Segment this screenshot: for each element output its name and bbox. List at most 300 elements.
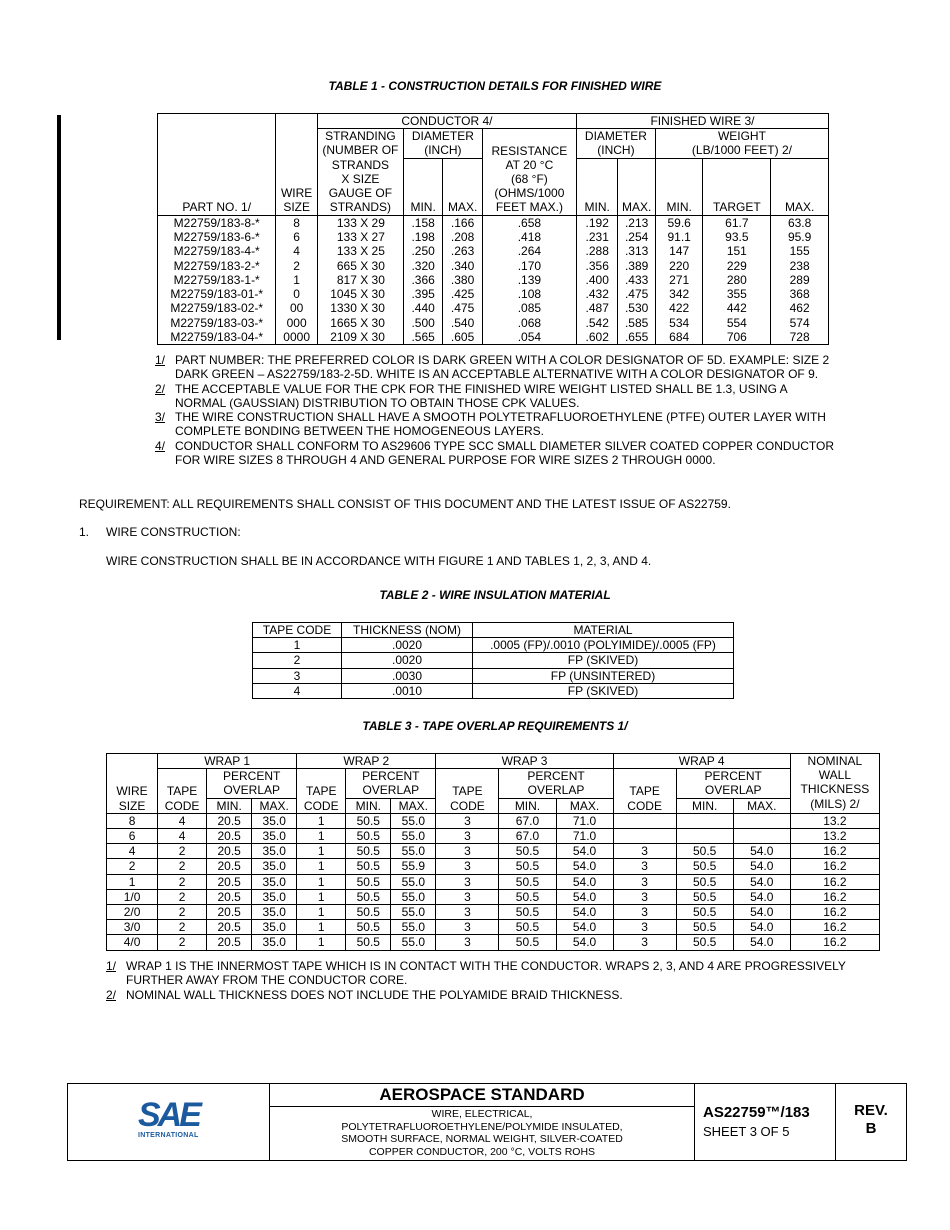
table-cell: 50.5 [676,920,733,935]
table-cell: 20.5 [207,905,252,920]
table-cell: 54.0 [556,874,613,889]
t1-dia-max-head: MAX. [443,158,482,215]
table-cell: 3 [613,920,676,935]
table-cell: 3 [613,935,676,950]
table-cell: 133 X 29 [317,215,403,230]
table-cell: 728 [771,330,829,345]
t3-nominal-head: NOMINAL WALL THICKNESS (MILS) 2/ [790,754,879,814]
table-row [253,653,734,668]
t3-wrap1-head: WRAP 1 [158,754,297,769]
table2 [252,622,734,699]
table-row [107,859,880,874]
table-cell: .500 [403,316,442,330]
table-cell: 54.0 [556,859,613,874]
description-cell [270,1084,695,1160]
table-cell: 442 [703,301,771,315]
table-cell: 50.5 [346,905,391,920]
table-cell: 2 [158,844,207,859]
table-cell: .231 [576,230,617,244]
standard-heading: AEROSPACE STANDARD [270,1084,694,1107]
table-cell: .254 [618,230,655,244]
table-cell: 16.2 [790,905,879,920]
t1-weight-min-head: MIN. [655,158,703,215]
table-cell: 50.5 [346,859,391,874]
table-row [107,813,880,828]
table-cell: 342 [655,287,703,301]
t1-weight-target-head: TARGET [703,158,771,215]
table-cell: M22759/183-4-* [158,244,276,258]
table-cell: 4 [253,683,342,698]
table-cell: M22759/183-2-* [158,259,276,273]
table-cell: 1 [297,859,346,874]
table-cell: 50.5 [346,874,391,889]
revision-cell [836,1084,906,1160]
t1-fw-dia-min-head: MIN. [576,158,617,215]
t1-conductor-head: CONDUCTOR 4/ [317,114,576,129]
t2-thickness-head: THICKNESS (NOM) [342,623,473,638]
table-cell: 147 [655,244,703,258]
table-cell: 706 [703,330,771,345]
table-cell: 54.0 [556,905,613,920]
table-cell: 61.7 [703,215,771,230]
table-cell: M22759/183-04-* [158,330,276,345]
table-cell: 54.0 [556,889,613,904]
table-cell: 00 [276,301,317,315]
table1-notes [155,353,835,467]
table-cell: .380 [443,273,482,287]
table-cell: 4 [158,813,207,828]
table-cell: .158 [403,215,442,230]
sae-logo-icon: SAE [138,1096,199,1134]
table-row [253,683,734,698]
table-cell: .192 [576,215,617,230]
table-cell: 20.5 [207,813,252,828]
t3-tape-code-head: TAPE CODE [436,769,499,814]
table-cell: 229 [703,259,771,273]
t1-dia-min-head: MIN. [403,158,442,215]
table-cell: 54.0 [556,920,613,935]
table-cell: 6 [107,829,158,844]
table-cell: 50.5 [499,905,556,920]
table-cell: 35.0 [252,874,297,889]
table-cell: 55.0 [391,844,436,859]
table-cell: 4 [107,844,158,859]
table2-title: TABLE 2 - WIRE INSULATION MATERIAL [379,588,611,602]
table-cell: .0020 [342,638,473,653]
table-row [158,244,829,258]
table-cell: 55.0 [391,889,436,904]
table-cell: 534 [655,316,703,330]
table-cell: 91.1 [655,230,703,244]
table3 [106,753,880,951]
t3-overlap-head: PERCENT OVERLAP [499,769,613,798]
table-cell: 271 [655,273,703,287]
t3-max-head: MAX. [391,798,436,813]
table-cell: 2 [158,920,207,935]
table-cell: .366 [403,273,442,287]
t1-fw-diameter-head: DIAMETER (INCH) [576,129,655,158]
table-cell: .198 [403,230,442,244]
table-cell: 1 [253,638,342,653]
table-cell: 16.2 [790,844,879,859]
table-cell: 3 [613,859,676,874]
table1-note: 3/ THE WIRE CONSTRUCTION SHALL HAVE A SMOOTH POLYTETRAFLUOROETHYLENE (PTFE) OUTER LAYER WITH COMPLETE BONDING BETWEEN THE HOMOGENEOUS LAYERS. [155,410,826,439]
table-cell: 1330 X 30 [317,301,403,315]
table-cell: 1045 X 30 [317,287,403,301]
table-cell: 238 [771,259,829,273]
table-row [107,829,880,844]
table-cell: .340 [443,259,482,273]
table-cell: 20.5 [207,935,252,950]
table-cell: 35.0 [252,829,297,844]
table-cell: .264 [482,244,576,258]
table-cell: 55.0 [391,813,436,828]
table-cell [613,813,676,828]
revision-label: REV. [854,1102,888,1119]
table-cell: .263 [443,244,482,258]
t3-tape-code-head: TAPE CODE [613,769,676,814]
table-cell: 20.5 [207,920,252,935]
table-cell: 2 [158,935,207,950]
table-cell: .540 [443,316,482,330]
logo-cell [68,1084,270,1160]
table-cell: 0000 [276,330,317,345]
section-text: WIRE CONSTRUCTION SHALL BE IN ACCORDANCE WITH FIGURE 1 AND TABLES 1, 2, 3, AND 4. [106,554,652,568]
table-cell: .475 [618,287,655,301]
table-cell: 50.5 [499,935,556,950]
table-cell: 684 [655,330,703,345]
table-cell: 55.0 [391,935,436,950]
t3-tape-code-head: TAPE CODE [158,769,207,814]
table-cell: 3 [613,874,676,889]
table-cell: 1 [297,874,346,889]
table-cell: 50.5 [499,889,556,904]
sheet-number: SHEET 3 OF 5 [703,1124,790,1139]
table-cell: 50.5 [346,813,391,828]
table-cell: 368 [771,287,829,301]
doc-number-cell [695,1084,836,1160]
t3-min-head: MIN. [207,798,252,813]
t3-overlap-head: PERCENT OVERLAP [676,769,790,798]
table-cell: 133 X 27 [317,230,403,244]
table-cell: 4/0 [107,935,158,950]
revision-value: B [865,1120,877,1137]
table-cell: 71.0 [556,829,613,844]
table-cell: 151 [703,244,771,258]
table-cell: 54.0 [733,935,790,950]
table-cell: 50.5 [346,889,391,904]
table-cell: .440 [403,301,442,315]
table-cell: 2 [158,905,207,920]
table-cell: 3/0 [107,920,158,935]
table-cell: .139 [482,273,576,287]
table-cell: .085 [482,301,576,315]
table-cell: .288 [576,244,617,258]
table1-note: 1/ PART NUMBER: THE PREFERRED COLOR IS DARK GREEN WITH A COLOR DESIGNATOR OF 5D. EXAMPLE: SIZE 2 DARK GREEN – AS22759/183-2-5D. WHITE IS AN ACCEPTABLE ALTERNATIVE WITH A COLOR DESIGNATOR OF 9. [155,353,830,382]
table-cell: 280 [703,273,771,287]
table-cell: 3 [436,844,499,859]
table-cell: 55.0 [391,874,436,889]
table-cell [733,829,790,844]
table-cell: 35.0 [252,844,297,859]
table-cell: 1 [297,813,346,828]
t1-resistance-head: RESISTANCE AT 20 °C (68 °F) (OHMS/1000 FEET MAX.) [482,129,576,215]
table-cell: 13.2 [790,829,879,844]
table-cell: 3 [253,668,342,683]
table-cell: 3 [613,905,676,920]
table-cell: .433 [618,273,655,287]
table-cell: FP (SKIVED) [473,683,734,698]
table-cell: 35.0 [252,920,297,935]
table-cell: 133 X 25 [317,244,403,258]
table-cell: .425 [443,287,482,301]
table-cell: 155 [771,244,829,258]
table-cell: 16.2 [790,889,879,904]
table-cell: 35.0 [252,889,297,904]
table-cell: 93.5 [703,230,771,244]
t1-stranding-head: STRANDING (NUMBER OF STRANDS X SIZE GAUGE OF STRANDS) [317,129,403,215]
t1-finished-wire-head: FINISHED WIRE 3/ [576,114,828,129]
table-cell: 16.2 [790,874,879,889]
table-row [158,301,829,315]
table-cell: 1 [276,273,317,287]
table-cell: 1 [297,889,346,904]
table-cell: 35.0 [252,905,297,920]
table-cell: M22759/183-1-* [158,273,276,287]
table-cell: 3 [436,935,499,950]
table-row [107,920,880,935]
table-cell: 2/0 [107,905,158,920]
t3-wrap4-head: WRAP 4 [613,754,790,769]
table-cell: 50.5 [346,935,391,950]
table-cell: 50.5 [676,844,733,859]
table-cell: 54.0 [733,920,790,935]
table-row [107,905,880,920]
table-cell: M22759/183-01-* [158,287,276,301]
table-cell: 665 X 30 [317,259,403,273]
table3-note: 1/ WRAP 1 IS THE INNERMOST TAPE WHICH IS IN CONTACT WITH THE CONDUCTOR. WRAPS 2, 3, AND 4 ARE PROGRESSIVELY FURTHER AWAY FROM THE CONDUCTOR CORE. [106,959,846,988]
table-cell: .605 [443,330,482,345]
table-cell: M22759/183-8-* [158,215,276,230]
t3-max-head: MAX. [556,798,613,813]
t1-part-no-head: PART NO. 1/ [158,114,276,216]
table-cell: 50.5 [346,829,391,844]
table-cell: 16.2 [790,935,879,950]
table-cell: 35.0 [252,813,297,828]
t1-fw-dia-max-head: MAX. [618,158,655,215]
table-cell: 6 [276,230,317,244]
table-cell: 54.0 [556,935,613,950]
table-row [158,215,829,230]
table-cell: 54.0 [733,844,790,859]
table-cell: 50.5 [346,920,391,935]
t3-max-head: MAX. [733,798,790,813]
table-cell: 3 [613,844,676,859]
table-cell: 20.5 [207,874,252,889]
table-cell: .395 [403,287,442,301]
t2-tape-code-head: TAPE CODE [253,623,342,638]
table-cell: 2 [276,259,317,273]
table-cell: .418 [482,230,576,244]
table-row [158,330,829,345]
table-cell: 50.5 [499,859,556,874]
table-cell: .487 [576,301,617,315]
table-cell: 2 [158,859,207,874]
table-cell: .0030 [342,668,473,683]
table-row [253,638,734,653]
table-cell: M22759/183-03-* [158,316,276,330]
table-cell: 95.9 [771,230,829,244]
table-cell: .170 [482,259,576,273]
table-cell: 574 [771,316,829,330]
table1-note: 4/ CONDUCTOR SHALL CONFORM TO AS29606 TYPE SCC SMALL DIAMETER SILVER COATED COPPER CONDUCTOR FOR WIRE SIZES 8 THROUGH 4 AND GENERAL PURPOSE FOR WIRE SIZES 2 THROUGH 0000. [155,438,835,468]
table-cell: 20.5 [207,844,252,859]
table-cell: 50.5 [499,874,556,889]
table1-note: 2/ THE ACCEPTABLE VALUE FOR THE CPK FOR THE FINISHED WIRE WEIGHT LISTED SHALL BE 1.3, USING A NORMAL (GAUSSIAN) DISTRIBUTION TO OBTAIN THOSE CPK VALUES. [155,381,787,410]
table-cell: 4 [158,829,207,844]
table-cell: 3 [436,905,499,920]
table-row [107,844,880,859]
t3-overlap-head: PERCENT OVERLAP [346,769,436,798]
table-cell: .0020 [342,653,473,668]
table-cell: 50.5 [499,920,556,935]
t3-min-head: MIN. [499,798,556,813]
table-cell: .054 [482,330,576,345]
table-cell: 16.2 [790,920,879,935]
section-title: WIRE CONSTRUCTION: [106,525,241,539]
table3-title: TABLE 3 - TAPE OVERLAP REQUIREMENTS 1/ [362,719,628,733]
table-cell: 1665 X 30 [317,316,403,330]
table-cell: 54.0 [556,844,613,859]
table-cell: 35.0 [252,935,297,950]
table-cell: 2 [158,889,207,904]
table-cell: 554 [703,316,771,330]
table-cell: 55.9 [391,859,436,874]
table-cell: 16.2 [790,859,879,874]
table-cell: .542 [576,316,617,330]
table-cell: 4 [276,244,317,258]
table-cell: 50.5 [676,889,733,904]
table-cell: 54.0 [733,905,790,920]
table-cell: 8 [276,215,317,230]
table-cell: 35.0 [252,859,297,874]
table-cell: 50.5 [676,935,733,950]
table-cell: .250 [403,244,442,258]
t3-min-head: MIN. [346,798,391,813]
table-cell: 1 [297,829,346,844]
table-cell: 50.5 [499,844,556,859]
table-cell: 71.0 [556,813,613,828]
table-cell: 50.5 [676,859,733,874]
table-cell: .208 [443,230,482,244]
table-cell: 63.8 [771,215,829,230]
table-cell: 50.5 [676,905,733,920]
table-cell: 3 [436,874,499,889]
table-row [158,230,829,244]
t3-wire-size-head: WIRE SIZE [107,754,158,814]
table-cell: .313 [618,244,655,258]
table-row [107,889,880,904]
t1-diameter-head: DIAMETER (INCH) [403,129,482,158]
table-cell: 2 [107,859,158,874]
table-cell: .400 [576,273,617,287]
table-cell: .565 [403,330,442,345]
table-cell: .475 [443,301,482,315]
table-cell: 20.5 [207,889,252,904]
table-cell: 3 [436,859,499,874]
table-cell: .602 [576,330,617,345]
title-block [67,1083,907,1161]
table-cell: .166 [443,215,482,230]
table-cell: 289 [771,273,829,287]
table-cell: 1 [297,844,346,859]
table-cell: 54.0 [733,889,790,904]
table-cell: 55.0 [391,905,436,920]
table-cell: 67.0 [499,829,556,844]
table-cell: 8 [107,813,158,828]
table-cell: 3 [436,829,499,844]
table-row [158,287,829,301]
table-cell: .0005 (FP)/.0010 (POLYIMIDE)/.0005 (FP) [473,638,734,653]
t1-weight-head: WEIGHT (LB/1000 FEET) 2/ [655,129,828,158]
table-row [158,273,829,287]
t3-min-head: MIN. [676,798,733,813]
t3-wrap2-head: WRAP 2 [297,754,436,769]
table-row [158,259,829,273]
table-cell: 67.0 [499,813,556,828]
document-number: AS22759™/183 [703,1104,810,1121]
table-cell: 000 [276,316,317,330]
table-cell: 1/0 [107,889,158,904]
table-cell: .530 [618,301,655,315]
t3-wrap3-head: WRAP 3 [436,754,613,769]
table3-notes [106,959,886,1002]
table-cell: 0 [276,287,317,301]
table1-title: TABLE 1 - CONSTRUCTION DETAILS FOR FINISHED WIRE [328,79,662,93]
table-cell: M22759/183-02-* [158,301,276,315]
table-cell [613,829,676,844]
table-cell: 3 [613,889,676,904]
table-cell: 422 [655,301,703,315]
table-cell: 817 X 30 [317,273,403,287]
table-row [107,874,880,889]
table-cell: .432 [576,287,617,301]
table-cell: .356 [576,259,617,273]
table-cell [676,813,733,828]
table-cell: .320 [403,259,442,273]
table-cell: 3 [436,813,499,828]
table-cell [733,813,790,828]
table-cell: 55.0 [391,829,436,844]
table-cell: 1 [297,935,346,950]
table-cell [676,829,733,844]
table-row [253,668,734,683]
table-cell: 20.5 [207,859,252,874]
table-cell: 1 [297,920,346,935]
table-cell: 54.0 [733,874,790,889]
table1 [157,113,829,345]
document-description: WIRE, ELECTRICAL, POLYTETRAFLUOROETHYLENE/POLYMIDE INSULATED, SMOOTH SURFACE, NORMAL WEIGHT, SILVER-COATED COPPER CONDUCTOR, 200 °C, VOLTS ROHS [341,1108,623,1158]
table-cell: FP (SKIVED) [473,653,734,668]
table-cell: 1 [297,905,346,920]
table-cell: 1 [107,874,158,889]
table-cell: 13.2 [790,813,879,828]
table-cell: .108 [482,287,576,301]
table-cell: .0010 [342,683,473,698]
table-cell: 355 [703,287,771,301]
table-cell: 462 [771,301,829,315]
table-cell: M22759/183-6-* [158,230,276,244]
